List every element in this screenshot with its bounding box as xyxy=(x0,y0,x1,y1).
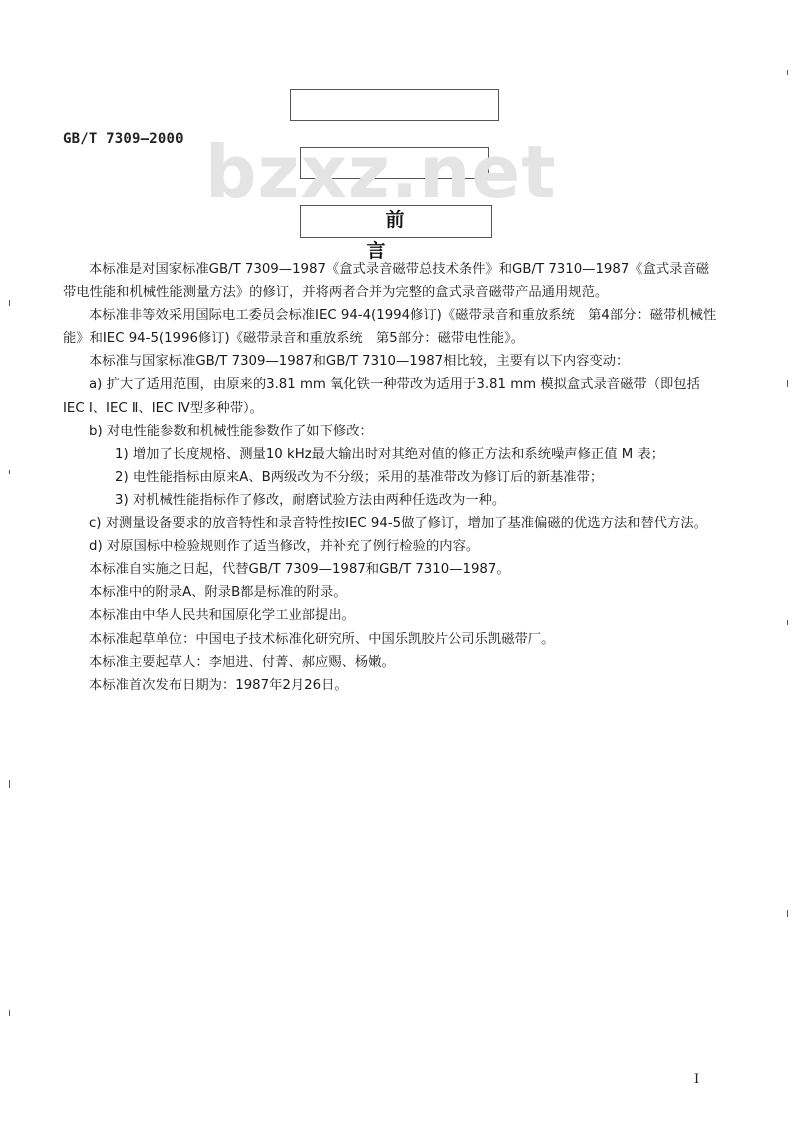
page-number: I xyxy=(694,1072,700,1087)
list-item: d) 对原国标中检验规则作了适当修改，并补充了例行检验的内容。 xyxy=(89,539,480,555)
scan-mark xyxy=(787,620,788,625)
scan-mark xyxy=(787,70,788,75)
scan-mark xyxy=(787,380,788,387)
watermark: bzxz.net xyxy=(205,130,557,214)
list-item: c) 对测量设备要求的放音特性和录音特性按IEC 94-5做了修订，增加了基准偏磁的优选方法和替代方法。 xyxy=(89,516,707,532)
foreword-body xyxy=(63,258,719,697)
paragraph: 本标准起草单位：中国电子技术标准化研究所、中国乐凯胶片公司乐凯磁带厂。 xyxy=(89,631,555,647)
paragraph: 本标准是对国家标准GB/T 7309—1987《盒式录音磁带总技术条件》和GB/T 7310—1987《盒式录音磁带电性能和机械性能测量方法》的修订，并将两者合并为完整的盒式录音磁带产品通用规范。 xyxy=(63,262,710,301)
blank-header-box xyxy=(290,89,499,121)
paragraph: 本标准与国家标准GB/T 7309—1987和GB/T 7310—1987相比较，主要有以下内容变动： xyxy=(89,354,630,370)
page-title: 前 言 xyxy=(366,209,500,262)
sub-list-item: 3) 对机械性能指标作了修改，耐磨试验方法由两种任选改为一种。 xyxy=(115,492,506,508)
list-item: a) 扩大了适用范围，由原来的3.81 mm 氧化铁一种带改为适用于3.81 mm 模拟盒式录音磁带（即包括IEC Ⅰ、IEC Ⅱ、IEC Ⅳ型多种带）。 xyxy=(63,377,700,416)
paragraph: 本标准首次发布日期为：1987年2月26日。 xyxy=(89,677,348,693)
list-item: b) 对电性能参数和机械性能参数作了如下修改： xyxy=(89,423,373,439)
sub-list-item: 2) 电性能指标由原来A、B两级改为不分级；采用的基准带改为修订后的新基准带； xyxy=(115,469,604,485)
paragraph: 本标准非等效采用国际电工委员会标准IEC 94-4(1994修订)《磁带录音和重放系统 第4部分：磁带机械性能》和IEC 94-5(1996修订)《磁带录音和重放系统 第5部分：磁带电性能》。 xyxy=(63,308,717,347)
standard-number: GB/T 7309—2000 xyxy=(63,131,184,147)
paragraph: 本标准中的附录A、附录B都是标准的附录。 xyxy=(89,585,347,601)
paragraph: 本标准主要起草人：李旭进、付菁、郝应赐、杨嫩。 xyxy=(89,654,395,670)
scan-mark xyxy=(787,910,788,917)
paragraph: 本标准由中华人民共和国原化学工业部提出。 xyxy=(89,608,355,624)
sub-list-item: 1) 增加了长度规格、测量10 kHz最大输出时对其绝对值的修正方法和系统噪声修正值 M 表； xyxy=(115,446,665,462)
scan-mark xyxy=(9,470,10,474)
paragraph: 本标准自实施之日起，代替GB/T 7309—1987和GB/T 7310—1987。 xyxy=(89,562,510,578)
scan-mark xyxy=(9,780,10,788)
scan-mark xyxy=(9,300,10,306)
scan-mark xyxy=(9,1010,10,1016)
